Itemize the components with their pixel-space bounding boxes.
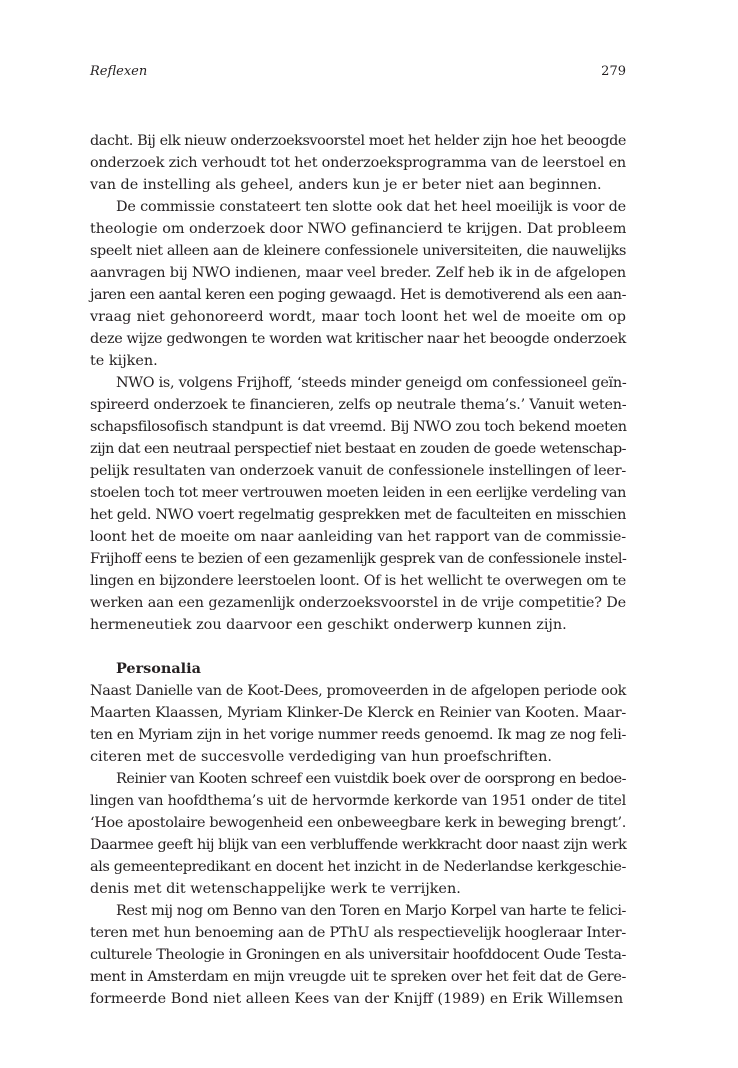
- text-line: schapsfilosofisch standpunt is dat vreemd. Bij NWO zou toch bekend moeten: [90, 419, 627, 435]
- text-line: te kijken.: [90, 353, 158, 369]
- paragraph: [90, 372, 626, 636]
- text-line: zijn dat een neutraal perspectief niet bestaat en zouden de goede wetenschap-: [90, 441, 626, 457]
- text-line: speelt niet alleen aan de kleinere confessionele universiteiten, die nauwelijks: [90, 243, 626, 259]
- running-title: Reflexen: [90, 64, 148, 79]
- text-line: Frijhoff eens te bezien of een gezamenlijk gesprek van de confessionele instel-: [90, 551, 627, 567]
- section-paragraphs: [90, 680, 626, 1010]
- body-text: [90, 130, 626, 1010]
- paragraph: [90, 900, 626, 1010]
- paragraph: [90, 130, 626, 196]
- text-line: theologie om onderzoek door NWO gefinancierd te krijgen. Dat probleem: [90, 221, 627, 237]
- text-line: aanvragen bij NWO indienen, maar veel breder. Zelf heb ik in de afgelopen: [90, 265, 626, 281]
- text-line: vraag niet gehonoreerd wordt, maar toch loont het wel de moeite om op: [90, 309, 626, 325]
- text-line: hermeneutiek zou daarvoor een geschikt onderwerp kunnen zijn.: [90, 617, 567, 633]
- paragraph: [90, 196, 626, 372]
- text-line: De commissie constateert ten slotte ook dat het heel moeilijk is voor de: [116, 199, 626, 215]
- section-heading: Personalia: [116, 660, 201, 677]
- text-line: pelijk resultaten van onderzoek vanuit de confessionele instellingen of leer-: [90, 463, 626, 479]
- text-line: Rest mij nog om Benno van den Toren en Marjo Korpel van harte te felici-: [116, 903, 627, 919]
- text-line: deze wijze gedwongen te worden wat kritischer naar het beoogde onderzoek: [90, 331, 626, 347]
- text-line: onderzoek zich verhoudt tot het onderzoeksprogramma van de leerstoel en: [90, 155, 626, 171]
- text-line: dacht. Bij elk nieuw onderzoeksvoorstel moet het helder zijn hoe het beoogde: [90, 133, 626, 149]
- text-line: lingen van hoofdthema’s uit de hervormde kerkorde van 1951 onder de titel: [90, 793, 626, 809]
- text-line: Daarmee geeft hij blijk van een verbluffende werkkracht door naast zijn werk: [90, 837, 627, 853]
- text-line: stoelen toch tot meer vertrouwen moeten leiden in een eerlijke verdeling van: [90, 485, 626, 501]
- text-line: spireerd onderzoek te financieren, zelfs op neutrale thema’s.’ Vanuit weten-: [90, 397, 627, 413]
- text-line: het geld. NWO voert regelmatig gesprekken met de faculteiten en misschien: [90, 507, 626, 523]
- running-head: [90, 64, 626, 84]
- text-line: ten en Myriam zijn in het vorige nummer reeds genoemd. Ik mag ze nog feli-: [90, 727, 626, 743]
- page-number: 279: [601, 64, 626, 79]
- text-line: teren met hun benoeming aan de PThU als respectievelijk hoogleraar Inter-: [90, 925, 626, 941]
- text-line: ‘Hoe apostolaire bewogenheid een onbeweegbare kerk in beweging brengt’.: [90, 815, 626, 831]
- text-line: Maarten Klaassen, Myriam Klinker-De Klerck en Reinier van Kooten. Maar-: [90, 705, 626, 721]
- text-line: werken aan een gezamenlijk onderzoeksvoorstel in de vrije competitie? De: [90, 595, 626, 611]
- text-line: Reinier van Kooten schreef een vuistdik boek over de oorsprong en bedoe-: [116, 771, 626, 787]
- text-line: culturele Theologie in Groningen en als universitair hoofddocent Oude Testa-: [90, 947, 626, 963]
- text-line: loont het de moeite om naar aanleiding van het rapport van de commissie-: [90, 529, 626, 545]
- main-paragraphs: [90, 130, 626, 636]
- text-line: ment in Amsterdam en mijn vreugde uit te spreken over het feit dat de Gere-: [90, 969, 626, 985]
- section-gap: [90, 636, 626, 658]
- text-line: NWO is, volgens Frijhoff, ‘steeds minder geneigd om confessioneel geïn-: [116, 375, 627, 391]
- text-line: citeren met de succesvolle verdediging van hun proefschriften.: [90, 749, 552, 765]
- text-line: jaren een aantal keren een poging gewaagd. Het is demotiverend als een aan-: [90, 287, 626, 303]
- paragraph: [90, 768, 626, 900]
- text-line: lingen en bijzondere leerstoelen loont. Of is het wellicht te overwegen om te: [90, 573, 626, 589]
- text-line: formeerde Bond niet alleen Kees van der Knijff (1989) en Erik Willemsen: [90, 991, 624, 1007]
- text-line: van de instelling als geheel, anders kun je er beter niet aan beginnen.: [90, 177, 602, 193]
- text-line: als gemeentepredikant en docent het inzicht in de Nederlandse kerkgeschie-: [90, 859, 627, 875]
- text-line: Naast Danielle van de Koot-Dees, promoveerden in de afgelopen periode ook: [90, 683, 626, 699]
- text-line: denis met dit wetenschappelijke werk te verrijken.: [90, 881, 461, 897]
- paragraph: [90, 680, 626, 768]
